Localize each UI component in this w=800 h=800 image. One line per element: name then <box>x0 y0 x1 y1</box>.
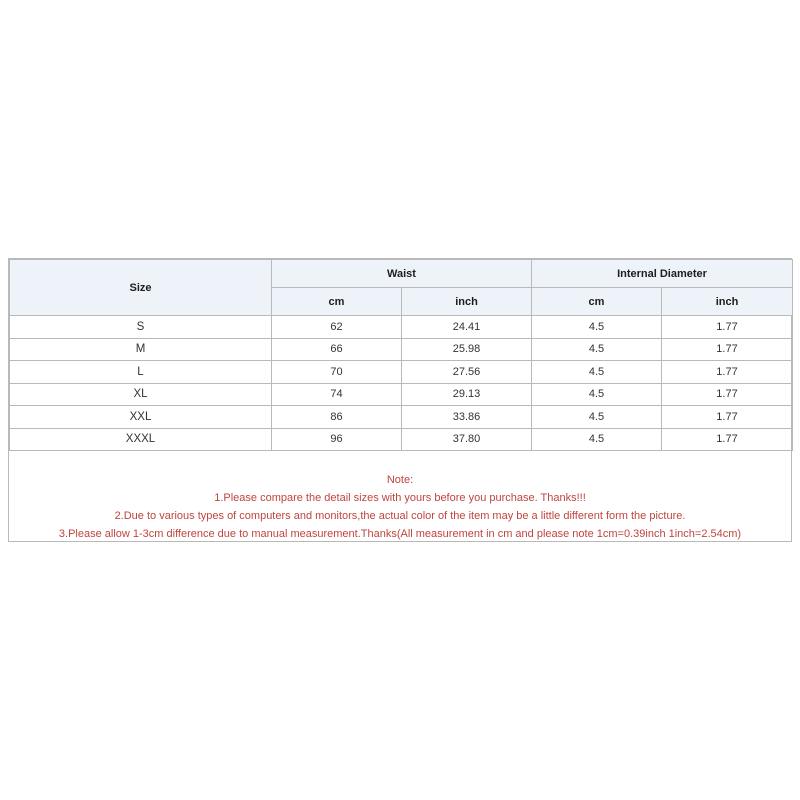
waist-inch-cell: 29.13 <box>402 383 532 406</box>
size-cell: M <box>10 338 272 361</box>
table-row <box>10 338 793 361</box>
table-row <box>10 406 793 429</box>
table-row <box>10 428 793 451</box>
size-cell: XXXL <box>10 428 272 451</box>
size-cell: XXL <box>10 406 272 429</box>
diameter-cm-cell: 4.5 <box>532 338 662 361</box>
diameter-cm-cell: 4.5 <box>532 316 662 339</box>
diameter-inch-cell: 1.77 <box>662 428 793 451</box>
waist-cm-cell: 74 <box>272 383 402 406</box>
size-cell: XL <box>10 383 272 406</box>
internal-diameter-header: Internal Diameter <box>532 260 793 288</box>
table-row <box>10 361 793 384</box>
diameter-inch-cell: 1.77 <box>662 316 793 339</box>
diameter-cm-cell: 4.5 <box>532 361 662 384</box>
waist-cm-header: cm <box>272 288 402 316</box>
waist-cm-cell: 70 <box>272 361 402 384</box>
note-line-3: 3.Please allow 1-3cm difference due to manual measurement.Thanks(All measurement in cm and please note 1cm=0.39inch 1inch=2.54cm) <box>58 528 742 540</box>
note-line-2: 2.Due to various types of computers and monitors,the actual color of the item may be a little different form the picture. <box>114 510 686 522</box>
waist-inch-cell: 33.86 <box>402 406 532 429</box>
waist-inch-cell: 24.41 <box>402 316 532 339</box>
waist-inch-cell: 37.80 <box>402 428 532 451</box>
waist-cm-cell: 66 <box>272 338 402 361</box>
diameter-cm-cell: 4.5 <box>532 428 662 451</box>
diameter-inch-cell: 1.77 <box>662 361 793 384</box>
table-row <box>10 316 793 339</box>
size-table <box>9 259 793 451</box>
note-title: Note: <box>386 474 414 486</box>
size-cell: L <box>10 361 272 384</box>
table-row <box>10 383 793 406</box>
diameter-inch-header: inch <box>662 288 793 316</box>
waist-cm-cell: 62 <box>272 316 402 339</box>
waist-header: Waist <box>272 260 532 288</box>
note-line-1: 1.Please compare the detail sizes with yours before you purchase. Thanks!!! <box>214 492 586 504</box>
header-row-top <box>10 260 793 288</box>
waist-inch-cell: 27.56 <box>402 361 532 384</box>
diameter-cm-cell: 4.5 <box>532 383 662 406</box>
size-cell: S <box>10 316 272 339</box>
notes-section <box>9 471 791 543</box>
diameter-inch-cell: 1.77 <box>662 406 793 429</box>
diameter-cm-header: cm <box>532 288 662 316</box>
diameter-inch-cell: 1.77 <box>662 338 793 361</box>
waist-cm-cell: 86 <box>272 406 402 429</box>
diameter-inch-cell: 1.77 <box>662 383 793 406</box>
size-chart <box>8 258 792 542</box>
waist-cm-cell: 96 <box>272 428 402 451</box>
waist-inch-cell: 25.98 <box>402 338 532 361</box>
waist-inch-header: inch <box>402 288 532 316</box>
diameter-cm-cell: 4.5 <box>532 406 662 429</box>
size-header: Size <box>10 260 272 316</box>
